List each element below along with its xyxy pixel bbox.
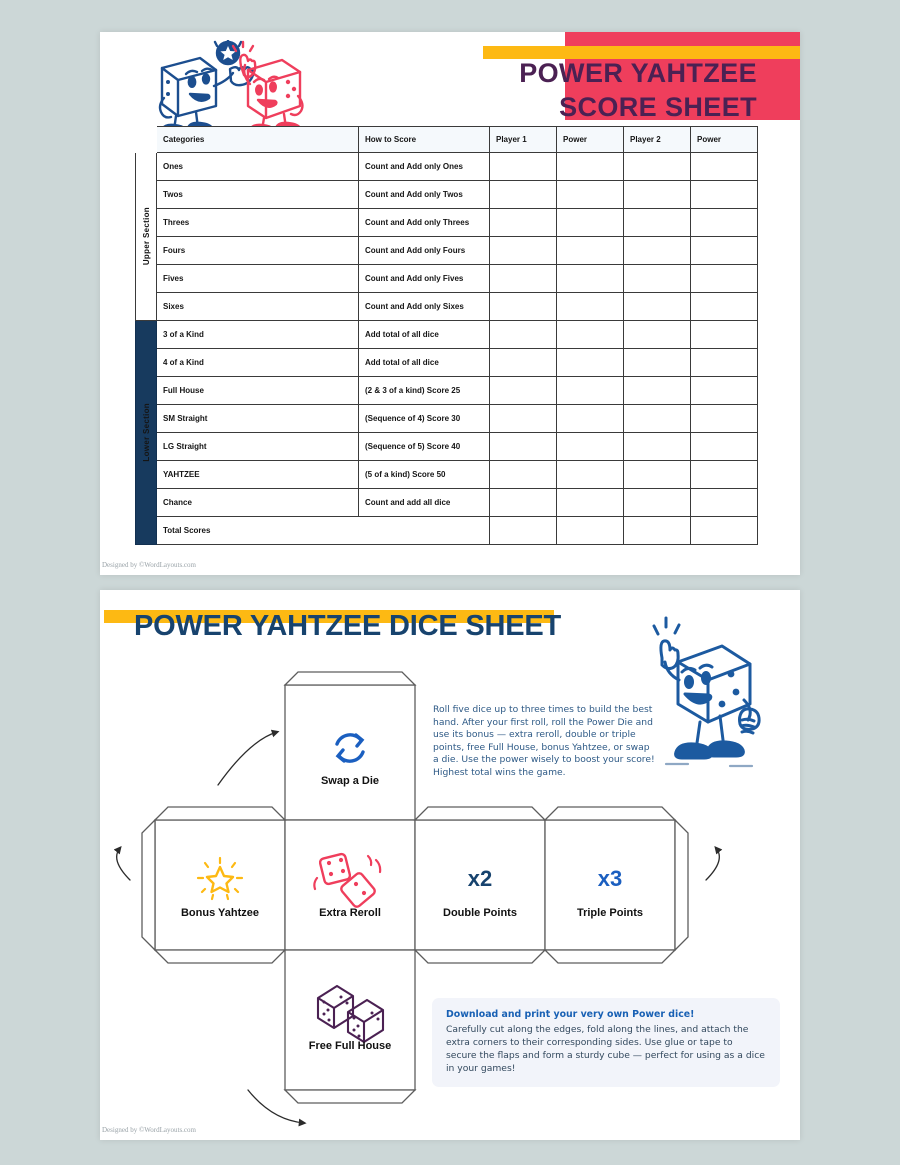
cell-power2-score[interactable] [691, 181, 758, 209]
col-header-player2: Player 2 [624, 127, 691, 153]
page-title-line2: SCORE SHEET [559, 92, 757, 122]
cell-how-to-score: Count and Add only Twos [359, 181, 490, 209]
col-header-categories: Categories [157, 127, 359, 153]
table-row [136, 377, 758, 405]
cell-power2-score[interactable] [691, 153, 758, 181]
cell-player2-score[interactable] [624, 209, 691, 237]
section-label-upper-text: Upper Section [142, 207, 151, 266]
table-row [136, 489, 758, 517]
cell-player1-score[interactable] [490, 209, 557, 237]
cell-power2-score[interactable] [691, 461, 758, 489]
cell-power1-score[interactable] [557, 153, 624, 181]
col-header-how-to-score: How to Score [359, 127, 490, 153]
cell-total-power1[interactable] [557, 517, 624, 545]
cell-power1-score[interactable] [557, 433, 624, 461]
cell-power1-score[interactable] [557, 461, 624, 489]
page2-credit: Designed by ©WordLayouts.com [102, 1126, 196, 1134]
cell-player2-score[interactable] [624, 349, 691, 377]
cell-category: 4 of a Kind [157, 349, 359, 377]
cell-power2-score[interactable] [691, 265, 758, 293]
col-header-power-2: Power [691, 127, 758, 153]
info-box-title: Download and print your very own Power dice! [446, 1009, 695, 1020]
cell-total-player1[interactable] [490, 517, 557, 545]
cell-player1-score[interactable] [490, 349, 557, 377]
cell-player1-score[interactable] [490, 153, 557, 181]
cell-player2-score[interactable] [624, 461, 691, 489]
cell-category: 3 of a Kind [157, 321, 359, 349]
cell-category: Sixes [157, 293, 359, 321]
cell-power1-score[interactable] [557, 489, 624, 517]
cell-power2-score[interactable] [691, 237, 758, 265]
cell-category: Fours [157, 237, 359, 265]
col-header-player1: Player 1 [490, 127, 557, 153]
cell-player1-score[interactable] [490, 489, 557, 517]
table-row-total [136, 517, 758, 545]
table-row [136, 237, 758, 265]
section-label-lower [136, 321, 157, 545]
table-row [136, 321, 758, 349]
cell-player1-score[interactable] [490, 461, 557, 489]
page1-credit: Designed by ©WordLayouts.com [102, 561, 196, 569]
cell-how-to-score: Count and Add only Fives [359, 265, 490, 293]
score-table-wrapper [135, 126, 757, 545]
face-value-double-points: x2 [467, 866, 493, 891]
cell-player1-score[interactable] [490, 321, 557, 349]
cell-category: Fives [157, 265, 359, 293]
dice-net-diagram [100, 590, 800, 1140]
info-box-body: Carefully cut along the edges, fold along the lines, and attach the extra corners to their corresponding sides. Use glue or tape to secure the flaps and form a sturdy cube — perfect for using as a dice in your games! [446, 1024, 765, 1074]
cell-category: Threes [157, 209, 359, 237]
cell-power2-score[interactable] [691, 209, 758, 237]
table-row [136, 153, 758, 181]
cell-power1-score[interactable] [557, 237, 624, 265]
cell-player1-score[interactable] [490, 237, 557, 265]
intro-paragraph: Roll five dice up to three times to build the best hand. After your first roll, roll the Power Die and use its bonus — extra reroll, double or triple points, free Full House, bonus Yahtzee, or swap a die. Use the power wisely to boost your score! Highest total wins the game. [433, 704, 655, 778]
cell-player1-score[interactable] [490, 433, 557, 461]
cell-total-power2[interactable] [691, 517, 758, 545]
cell-power1-score[interactable] [557, 349, 624, 377]
cell-power1-score[interactable] [557, 377, 624, 405]
face-label-extra-reroll: Extra Reroll [319, 907, 381, 919]
cell-power2-score[interactable] [691, 489, 758, 517]
cell-category: Chance [157, 489, 359, 517]
cell-power2-score[interactable] [691, 433, 758, 461]
cell-how-to-score: Count and Add only Fours [359, 237, 490, 265]
table-row [136, 433, 758, 461]
cell-how-to-score: Add total of all dice [359, 321, 490, 349]
dice-mascots-illustration [142, 40, 312, 140]
cell-power2-score[interactable] [691, 377, 758, 405]
cell-how-to-score: Count and Add only Sixes [359, 293, 490, 321]
cell-player2-score[interactable] [624, 293, 691, 321]
cell-power2-score[interactable] [691, 405, 758, 433]
cell-power1-score[interactable] [557, 405, 624, 433]
cell-how-to-score: Count and Add only Threes [359, 209, 490, 237]
cell-power2-score[interactable] [691, 321, 758, 349]
cell-power1-score[interactable] [557, 265, 624, 293]
cell-total-label: Total Scores [157, 517, 490, 545]
cell-power2-score[interactable] [691, 293, 758, 321]
table-row [136, 293, 758, 321]
cell-category: Full House [157, 377, 359, 405]
cell-total-player2[interactable] [624, 517, 691, 545]
table-header-row [136, 127, 758, 153]
cell-player1-score[interactable] [490, 293, 557, 321]
table-row [136, 349, 758, 377]
dice-sheet-page [100, 590, 800, 1140]
cell-player2-score[interactable] [624, 433, 691, 461]
header-corner-cell [136, 127, 157, 153]
cell-power1-score[interactable] [557, 321, 624, 349]
cell-how-to-score: (5 of a kind) Score 50 [359, 461, 490, 489]
cell-how-to-score: (Sequence of 4) Score 30 [359, 405, 490, 433]
cell-player1-score[interactable] [490, 405, 557, 433]
cell-how-to-score: Add total of all dice [359, 349, 490, 377]
cell-how-to-score: (Sequence of 5) Score 40 [359, 433, 490, 461]
cell-player2-score[interactable] [624, 181, 691, 209]
cell-category: Twos [157, 181, 359, 209]
cell-player2-score[interactable] [624, 405, 691, 433]
cell-player2-score[interactable] [624, 237, 691, 265]
cell-how-to-score: (2 & 3 of a kind) Score 25 [359, 377, 490, 405]
table-row [136, 209, 758, 237]
face-label-free-full-house: Free Full House [308, 1040, 392, 1052]
cell-power2-score[interactable] [691, 349, 758, 377]
cell-category: SM Straight [157, 405, 359, 433]
cell-player2-score[interactable] [624, 265, 691, 293]
section-label-lower-text: Lower Section [142, 403, 151, 462]
cell-player1-score[interactable] [490, 265, 557, 293]
table-row [136, 265, 758, 293]
cell-power1-score[interactable] [557, 181, 624, 209]
cell-category: Ones [157, 153, 359, 181]
face-label-double-points: Double Points [443, 907, 517, 919]
face-label-triple-points: Triple Points [576, 907, 643, 919]
cell-player2-score[interactable] [624, 377, 691, 405]
table-row [136, 461, 758, 489]
cell-player2-score[interactable] [624, 153, 691, 181]
table-row [136, 405, 758, 433]
cell-category: LG Straight [157, 433, 359, 461]
score-table [135, 126, 758, 545]
face-value-triple-points: x3 [597, 866, 623, 891]
cell-player2-score[interactable] [624, 489, 691, 517]
cell-power1-score[interactable] [557, 209, 624, 237]
page-title-line1: POWER YAHTZEE [519, 58, 757, 88]
cell-player2-score[interactable] [624, 321, 691, 349]
cell-player1-score[interactable] [490, 377, 557, 405]
score-sheet-page [100, 32, 800, 575]
cell-how-to-score: Count and Add only Ones [359, 153, 490, 181]
page2-title: POWER YAHTZEE DICE SHEET [134, 610, 562, 642]
section-label-upper [136, 153, 157, 321]
cell-player1-score[interactable] [490, 181, 557, 209]
cell-how-to-score: Count and add all dice [359, 489, 490, 517]
table-row [136, 181, 758, 209]
face-label-swap-a-die: Swap a Die [320, 775, 380, 787]
face-label-bonus-yahtzee: Bonus Yahtzee [180, 907, 260, 919]
col-header-power-1: Power [557, 127, 624, 153]
cell-category: YAHTZEE [157, 461, 359, 489]
cell-power1-score[interactable] [557, 293, 624, 321]
